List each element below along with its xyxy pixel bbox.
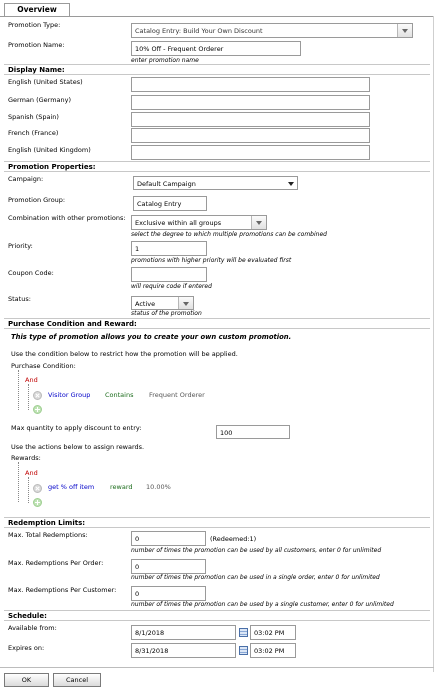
chevron-down-icon	[251, 216, 266, 229]
promotion-type-value: Catalog Entry: Build Your Own Discount	[135, 27, 263, 35]
combination-note: select the degree to which multiple promotions can be combined	[131, 231, 327, 238]
max-per-order-note: number of times the promotion can be used in a single order, enter 0 for unlimited	[131, 574, 380, 581]
campaign-label: Campaign:	[8, 175, 44, 183]
max-quantity-input[interactable]: 100	[216, 425, 290, 439]
divider	[4, 171, 430, 172]
add-circle-icon[interactable]	[33, 405, 42, 414]
display-name-heading: Display Name:	[8, 66, 65, 74]
reward-action[interactable]: get % off item	[48, 483, 95, 491]
chevron-down-icon	[178, 297, 193, 309]
max-per-customer-note: number of times the promotion can be used by a single customer, enter 0 for unlimited	[131, 601, 394, 608]
available-from-time-input[interactable]: 03:02 PM	[250, 625, 296, 640]
status-label: Status:	[8, 295, 31, 303]
lang-input-es-es[interactable]	[131, 112, 370, 127]
condition-help: Use the condition below to restrict how the promotion will be applied.	[11, 350, 238, 358]
promotion-intro: This type of promotion allows you to create your own custom promotion.	[11, 333, 292, 341]
redemption-limits-heading: Redemption Limits:	[8, 519, 86, 527]
coupon-code-input[interactable]	[131, 267, 207, 282]
lang-label-en-us: English (United States)	[8, 78, 83, 86]
status-select[interactable]	[131, 296, 194, 310]
coupon-code-label: Coupon Code:	[8, 269, 54, 277]
purchase-condition-heading: Purchase Condition and Reward:	[8, 320, 137, 328]
divider	[4, 64, 430, 65]
status-note: status of the promotion	[131, 310, 202, 317]
divider	[4, 161, 430, 162]
expires-on-time-input[interactable]: 03:02 PM	[250, 643, 296, 658]
expires-on-label: Expires on:	[8, 644, 45, 652]
divider	[4, 74, 430, 75]
calendar-icon[interactable]	[239, 628, 248, 637]
lang-label-de-de: German (Germany)	[8, 96, 72, 104]
purchase-condition-label: Purchase Condition:	[11, 362, 76, 370]
lang-input-de-de[interactable]	[131, 95, 370, 110]
add-circle-icon[interactable]	[33, 498, 42, 507]
priority-label: Priority:	[8, 242, 33, 250]
lang-input-fr-fr[interactable]	[131, 128, 370, 143]
promotion-type-select[interactable]	[131, 23, 413, 38]
rewards-label: Rewards:	[11, 454, 41, 462]
schedule-heading: Schedule:	[8, 612, 47, 620]
max-total-label: Max. Total Redemptions:	[8, 531, 88, 539]
max-total-note: number of times the promotion can be used by all customers, enter 0 for unlimited	[131, 547, 382, 554]
status-value: Active	[135, 300, 156, 308]
lang-input-en-gb[interactable]	[131, 145, 370, 160]
available-from-date-input[interactable]: 8/1/2018	[131, 625, 236, 640]
divider	[4, 620, 430, 621]
divider	[4, 517, 430, 518]
reward-type[interactable]: reward	[110, 483, 133, 491]
condition-and-operator[interactable]: And	[25, 376, 38, 384]
remove-circle-icon[interactable]	[33, 484, 42, 493]
rewards-help: Use the actions below to assign rewards.	[11, 443, 145, 451]
max-per-customer-input[interactable]: 0	[131, 586, 206, 601]
campaign-value: Default Campaign	[137, 180, 196, 188]
lang-label-es-es: Spanish (Spain)	[8, 113, 59, 121]
remove-circle-icon[interactable]	[33, 391, 42, 400]
divider	[4, 527, 430, 528]
rewards-branch-line	[28, 477, 29, 503]
expires-on-date-input[interactable]: 8/31/2018	[131, 643, 236, 658]
combination-label: Combination with other promotions:	[8, 214, 126, 222]
condition-field[interactable]: Visitor Group	[48, 391, 91, 399]
condition-value[interactable]: Frequent Orderer	[149, 391, 205, 399]
divider	[4, 328, 430, 329]
reward-value[interactable]: 10.00%	[146, 483, 171, 491]
combination-value: Exclusive within all groups	[135, 219, 222, 227]
campaign-select[interactable]	[133, 176, 298, 190]
promotion-type-label: Promotion Type:	[8, 21, 61, 29]
promotion-name-label: Promotion Name:	[8, 41, 65, 49]
promotion-group-input[interactable]: Catalog Entry	[133, 196, 207, 211]
max-per-order-label: Max. Redemptions Per Order:	[8, 559, 104, 567]
condition-tree-line	[18, 370, 19, 410]
promotion-group-label: Promotion Group:	[8, 196, 66, 204]
cancel-button[interactable]: Cancel	[53, 673, 101, 687]
priority-note: promotions with higher priority will be evaluated first	[131, 257, 292, 264]
lang-input-en-us[interactable]	[131, 77, 370, 92]
rewards-and-operator[interactable]: And	[25, 469, 38, 477]
redeemed-count: (Redeemed:1)	[210, 535, 257, 543]
promotion-name-input[interactable]: 10% Off - Frequent Orderer	[131, 41, 301, 56]
footer-divider	[0, 667, 434, 668]
max-total-input[interactable]: 0	[131, 531, 206, 546]
condition-branch-line	[28, 384, 29, 410]
coupon-code-note: will require code if entered	[131, 283, 212, 290]
priority-input[interactable]: 1	[131, 241, 207, 256]
lang-label-fr-fr: French (France)	[8, 129, 59, 137]
calendar-icon[interactable]	[239, 646, 248, 655]
divider	[4, 318, 430, 319]
tab-overview[interactable]: Overview	[4, 3, 70, 16]
max-per-customer-label: Max. Redemptions Per Customer:	[8, 586, 117, 594]
chevron-down-icon	[288, 182, 294, 186]
available-from-label: Available from:	[8, 624, 57, 632]
promotion-name-note: enter promotion name	[131, 57, 199, 64]
promotion-properties-heading: Promotion Properties:	[8, 163, 96, 171]
max-quantity-label: Max quantity to apply discount to entry:	[11, 424, 142, 432]
ok-button[interactable]: OK	[4, 673, 49, 687]
max-per-order-input[interactable]: 0	[131, 559, 206, 574]
divider	[4, 610, 430, 611]
combination-select[interactable]	[131, 215, 267, 230]
condition-operator[interactable]: Contains	[105, 391, 134, 399]
rewards-tree-line	[18, 462, 19, 502]
lang-label-en-gb: English (United Kingdom)	[8, 146, 91, 154]
chevron-down-icon	[397, 24, 412, 37]
